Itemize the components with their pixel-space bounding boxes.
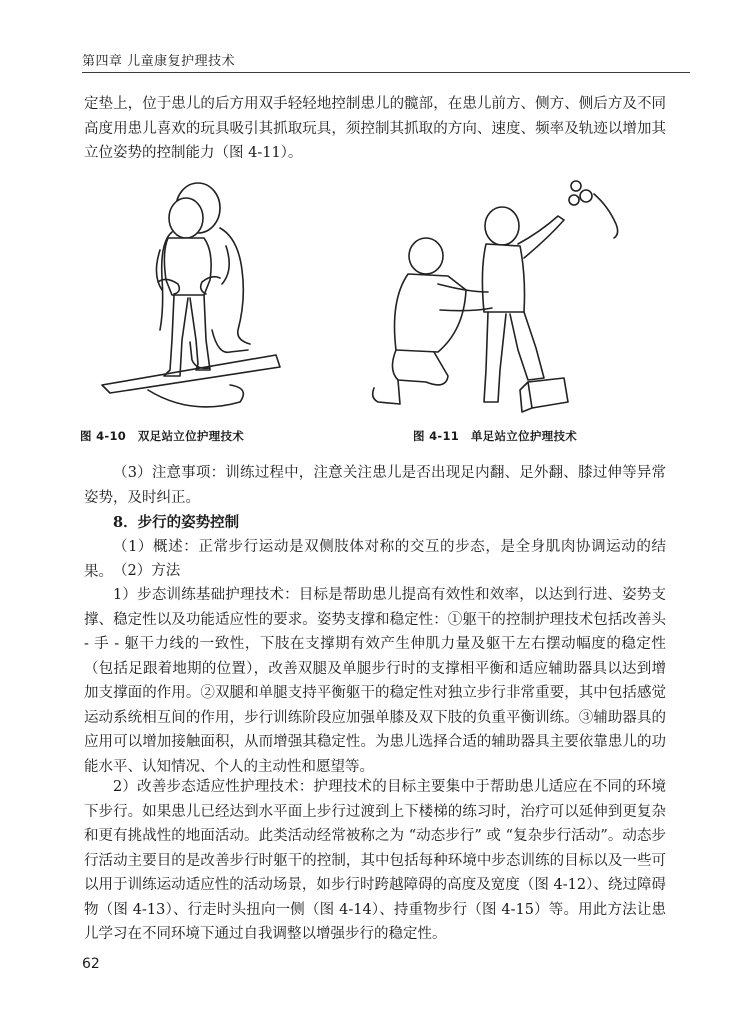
balance-board [102,355,280,393]
paragraph-overview: （1）概述：正常步行运动是双侧肢体对称的交互的步态，是全身肌肉协调运动的结果。 [84,539,666,580]
wedge-base [148,385,243,407]
child-standing-leg [484,312,506,402]
adult-head [409,238,443,274]
step-box [528,378,568,408]
toy-ball-icon [571,181,581,191]
paragraph-continued: 定垫上，位于患儿的后方用双手轻轻地控制患儿的髋部，在患儿前方、侧方、侧后方及不同高度用患儿喜欢的玩具吸引其抓取玩具，须控制其抓取的方向、速度、频率及轨迹以增加其立位姿势的控制能力（图 4-11）。 [84,96,666,161]
child-left-leg [164,295,188,376]
child-raised-leg [510,312,544,380]
adult-torso [395,274,467,352]
paragraph-method-label: （2）方法 [113,563,181,579]
child-raised-arm [518,216,564,258]
adult-kneeling-foot [373,380,400,404]
helper-hand [594,194,618,238]
child-head [169,198,203,238]
running-header: 第四章 儿童康复护理技术 [82,54,236,69]
paragraph-precautions: （3）注意事项：训练过程中，注意关注患儿是否出现足内翻、足外翻、膝过伸等异常姿势，及时纠正。 [84,465,666,506]
adult-right-arm [222,246,229,284]
figure-4-10-caption: 图 4-10 双足站立位护理技术 [80,429,245,443]
paragraph-gait-basic: 1）步态训练基础护理技术：目标是帮助患儿提高有效性和效率，以达到行进、姿势支撑、稳定性以及功能适应性的要求。姿势支撑和稳定性：①躯干的控制护理技术包括改善头 - 手 - 躯干力线的一致性，下肢在支撑期有效产生伸肌力量及躯干左右摆动幅度的稳定性（包括足跟着地期的位置），改善双腿及单腿步行时的支撑相平衡和适应辅助器具以达到增加支撑面的作用。②双腿和单腿支持平衡躯干的稳定性对独立步行非常重要，其中包括感觉运动系统相互间的作用，步行训练阶段应加强单膝及双下肢的负重平衡训练。③辅助器具的应用可以增加接触面积，从而增强其稳定性。为患儿选择合适的辅助器具主要依靠患儿的功能水平、认知情况、个人的主动性和愿望等。 [84,587,666,775]
child-torso [482,244,524,312]
header-divider [82,72,690,73]
figure-4-11-illustration [368,180,630,422]
child-torso [164,238,211,295]
page-number: 62 [82,956,100,972]
adult-torso-right [220,228,250,344]
figure-4-10-illustration [100,180,290,422]
section-heading-8: 8．步行的姿势控制 [113,514,240,531]
child-head [485,207,519,245]
paragraph-gait-adaptive: 2）改善步态适应性护理技术：护理技术的目标主要集中于帮助患儿适应在不同的环境下步行。如果患儿已经达到水平面上步行过渡到上下楼梯的练习时，治疗可以延伸到更复杂和更有挑战性的地面活动。此类活动经常被称之为 “动态步行” 或 “复杂步行活动”。动态步行活动主要目的是改善步行时躯干的控制，其中包括每种环境中步态训练的目标以及一些可以用于训练运动适应性的活动场景，如步行时跨越障碍的高度及宽度（图 4-12）、绕过障碍物（图 4-13）、行走时头扭向一侧（图 4-14）、持重物步行（图 4-15）等。用此方法让患儿学习在不同环境下通过自我调整以增强步行的稳定性。 [84,779,666,942]
adult-legs [392,350,448,385]
figure-4-11-caption: 图 4-11 单足站立位护理技术 [413,429,578,443]
child-right-leg [190,295,210,370]
